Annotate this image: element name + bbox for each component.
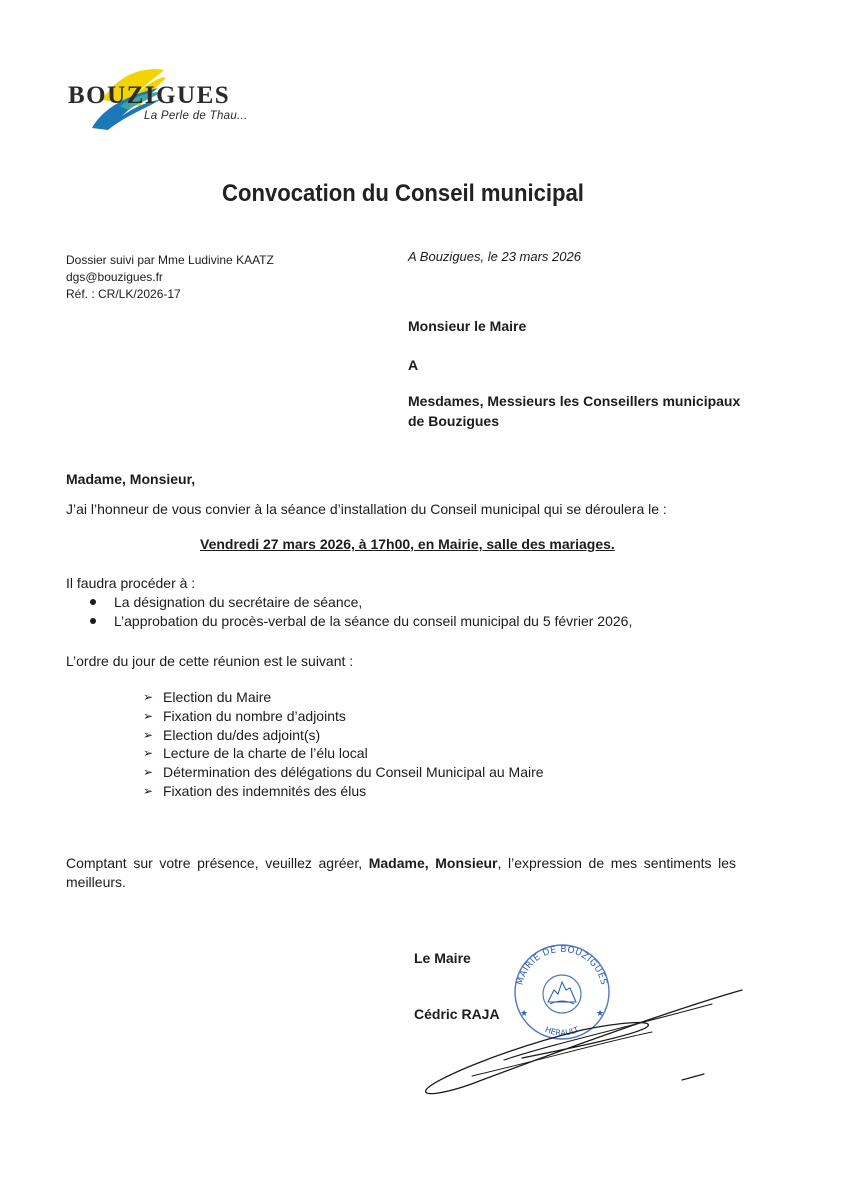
dateline: A Bouzigues, le 23 mars 2026	[408, 249, 581, 264]
closing-paragraph	[66, 854, 736, 892]
procedure-lead: Il faudra procéder à :	[66, 575, 196, 591]
list-item: ➢ Lecture de la charte de l’élu local	[143, 744, 544, 763]
closing-text-bold: Madame, Monsieur	[368, 855, 498, 871]
followed-by: Dossier suivi par Mme Ludivine KAATZ	[66, 253, 274, 267]
agenda-list	[143, 688, 544, 801]
list-item: La désignation du secrétaire de séance,	[88, 593, 632, 612]
addressee	[408, 391, 740, 431]
svg-text:MAIRIE DE BOUZIGUES: MAIRIE DE BOUZIGUES	[515, 944, 609, 987]
logo-tagline: La Perle de Thau...	[144, 110, 248, 122]
sender-block	[66, 252, 274, 303]
addressee-line-1: Mesdames, Messieurs les Conseillers municipaux	[408, 393, 741, 409]
reference: Réf. : CR/LK/2026-17	[66, 287, 181, 301]
document-title: Convocation du Conseil municipal	[222, 180, 584, 207]
signatory-role: Le Maire	[414, 950, 471, 966]
logo-wordmark: BOUZIGUES	[68, 82, 231, 109]
bouzigues-logo	[62, 62, 272, 142]
signatory-name: Cédric RAJA	[414, 1006, 500, 1022]
agenda-lead: L’ordre du jour de cette réunion est le suivant :	[66, 653, 354, 669]
to-line: A	[408, 357, 419, 373]
handwritten-signature	[412, 980, 752, 1100]
signature-scribble-icon	[412, 980, 752, 1100]
svg-text:★: ★	[520, 1008, 529, 1018]
procedure-list	[88, 593, 632, 631]
closing-text-before: Comptant sur votre présence, veuillez agréer,	[66, 855, 369, 871]
sender-email: dgs@bouzigues.fr	[66, 270, 163, 284]
list-item: ➢ Election du Maire	[143, 688, 544, 707]
salutation: Madame, Monsieur,	[66, 471, 196, 487]
meeting-details: Vendredi 27 mars 2026, à 17h00, en Mairie, salle des mariages.	[200, 536, 615, 552]
intro-paragraph: J’ai l’honneur de vous convier à la séance d’installation du Conseil municipal qui se déroulera le :	[66, 501, 667, 517]
list-item: ➢ Détermination des délégations du Conseil Municipal au Maire	[143, 763, 544, 782]
svg-text:HERAULT: HERAULT	[543, 1025, 581, 1038]
addressee-line-2: de Bouzigues	[408, 413, 500, 429]
list-item: L’approbation du procès-verbal de la séance du conseil municipal du 5 février 2026,	[88, 612, 632, 631]
list-item: ➢ Fixation du nombre d’adjoints	[143, 707, 544, 726]
list-item: ➢ Election du/des adjoint(s)	[143, 726, 544, 745]
closing-text-after: , l’expression de mes sentiments les meilleurs.	[66, 855, 737, 890]
svg-text:★: ★	[596, 1008, 605, 1018]
list-item: ➢ Fixation des indemnités des élus	[143, 782, 544, 801]
from-line: Monsieur le Maire	[408, 318, 527, 334]
